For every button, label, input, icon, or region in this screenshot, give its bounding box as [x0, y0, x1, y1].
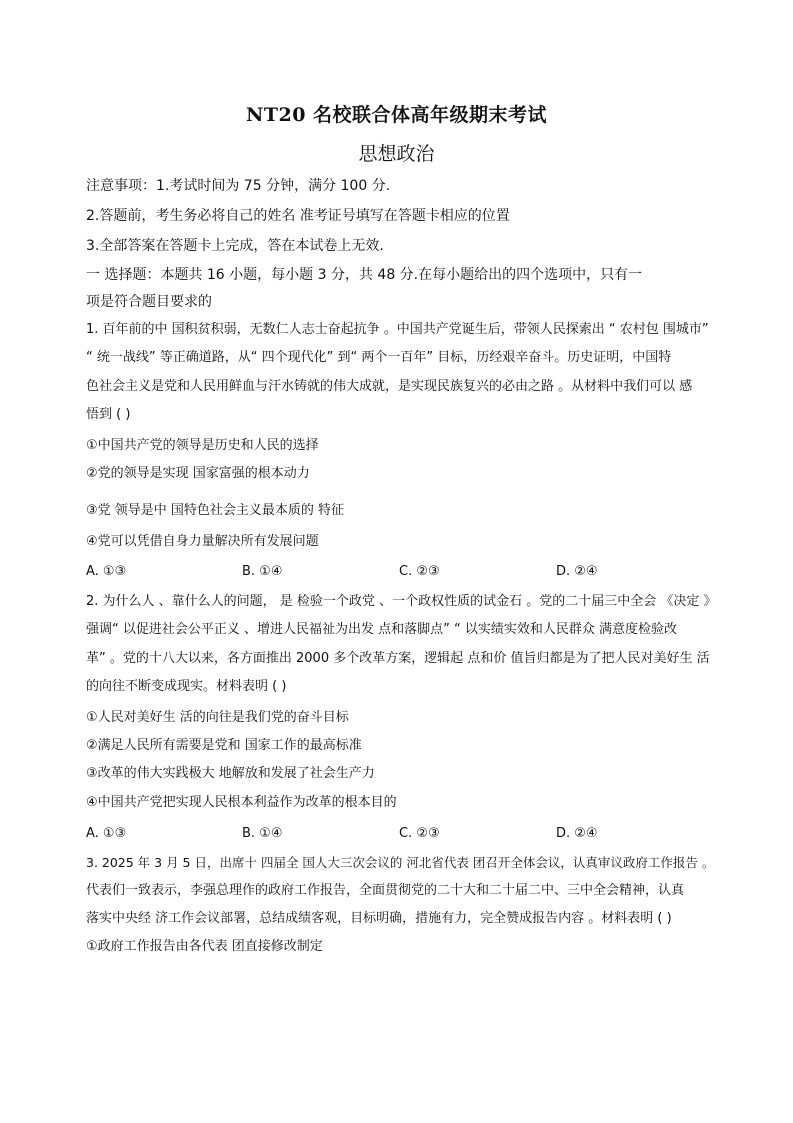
q1-item-2: ②党的领导是实现 国家富强的根本动力: [86, 466, 310, 481]
q2-option-d: D. ②④: [556, 826, 598, 841]
q1-item-3: ③党 领导是中 国特色社会主义最本质的 特征: [86, 503, 345, 518]
q2-option-b: B. ①④: [242, 826, 283, 841]
q1-option-c: C. ②③: [399, 564, 440, 579]
q2-item-3: ③改革的伟大实践极大 地解放和发展了社会生产力: [86, 766, 375, 781]
q2-stem-line-2: 强调“ 以促进社会公平正义 、增进人民福祉为出发 点和落脚点” “ 以实绩实效和人民群众 满意度检验改: [86, 622, 677, 637]
q2-stem-line-1: 2. 为什么人 、靠什么人的问题， 是 检验一个政党 、一个政权性质的试金石 。党的二十届三中全会 《决定 》: [86, 594, 717, 609]
q2-stem-line-3: 革” 。党的十八大以来，各方面推出 2000 多个改革方案，逻辑起 点和价 值旨归都是为了把人民对美好生 活: [86, 651, 710, 666]
q2-option-c: C. ②③: [399, 826, 440, 841]
q2-item-4: ④中国共产党把实现人民根本利益作为改革的根本目的: [86, 795, 397, 810]
note-line-2: 2.答题前，考生务必将自己的姓名 准考证号填写在答题卡相应的位置: [86, 208, 510, 224]
q1-stem-line-3: 色社会主义是党和人民用鲜血与汗水铸就的伟大成就，是实现民族复兴的必由之路 。从材料中我们可以 感: [86, 379, 693, 394]
section-heading-line-1: 一 选择题：本题共 16 小题，每小题 3 分，共 48 分.在每小题给出的四个选项中，只有一: [86, 267, 643, 283]
exam-subject: 思想政治: [358, 143, 435, 165]
q1-option-d: D. ②④: [556, 564, 598, 579]
note-line-1: 注意事项：1.考试时间为 75 分钟，满分 100 分.: [86, 178, 391, 194]
q3-stem-line-2: 代表们一致表示，李强总理作的政府工作报告，全面贯彻党的二十大和二十届二中、三中全会精神，认真: [86, 883, 685, 898]
q1-stem-line-2: “ 统一战线” 等正确道路，从“ 四个现代化” 到“ 两个一百年” 目标，历经艰辛奋斗。历史证明，中国特: [86, 350, 672, 365]
exam-title: NT20 名校联合体高年级期末考试: [245, 104, 548, 126]
q3-stem-line-1: 3. 2025 年 3 月 5 日，出席十 四届全 国人大三次会议的 河北省代表 团召开全体会议，认真审议政府工作报告 。: [86, 855, 715, 870]
q1-item-4: ④党可以凭借自身力量解决所有发展问题: [86, 534, 319, 549]
section-heading-line-2: 项是符合题目要求的: [86, 294, 212, 310]
q1-option-a: A. ①③: [86, 564, 127, 579]
q1-stem-line-1: 1. 百年前的中 国积贫积弱，无数仁人志士奋起抗争 。中国共产党诞生后，带领人民探索出 “ 农村包 围城市”: [86, 322, 709, 337]
q2-item-1: ①人民对美好生 活的向往是我们党的奋斗目标: [86, 710, 349, 725]
q2-item-2: ②满足人民所有需要是党和 国家工作的最高标准: [86, 738, 362, 753]
q1-option-b: B. ①④: [242, 564, 283, 579]
q1-item-1: ①中国共产党的领导是历史和人民的选择: [86, 438, 319, 453]
q3-stem-line-3: 落实中央经 济工作会议部署，总结成绩客观，目标明确，措施有力，完全赞成报告内容 。材料表明 ( ): [86, 911, 672, 926]
q3-item-1: ①政府工作报告由各代表 团直接修改制定: [86, 939, 323, 954]
q2-option-a: A. ①③: [86, 826, 127, 841]
note-line-3: 3.全部答案在答题卡上完成，答在本试卷上无效.: [86, 238, 384, 254]
q2-stem-line-4: 的向往不断变成现实。材料表明 ( ): [86, 679, 287, 694]
q1-stem-line-4: 悟到 ( ): [86, 407, 131, 422]
